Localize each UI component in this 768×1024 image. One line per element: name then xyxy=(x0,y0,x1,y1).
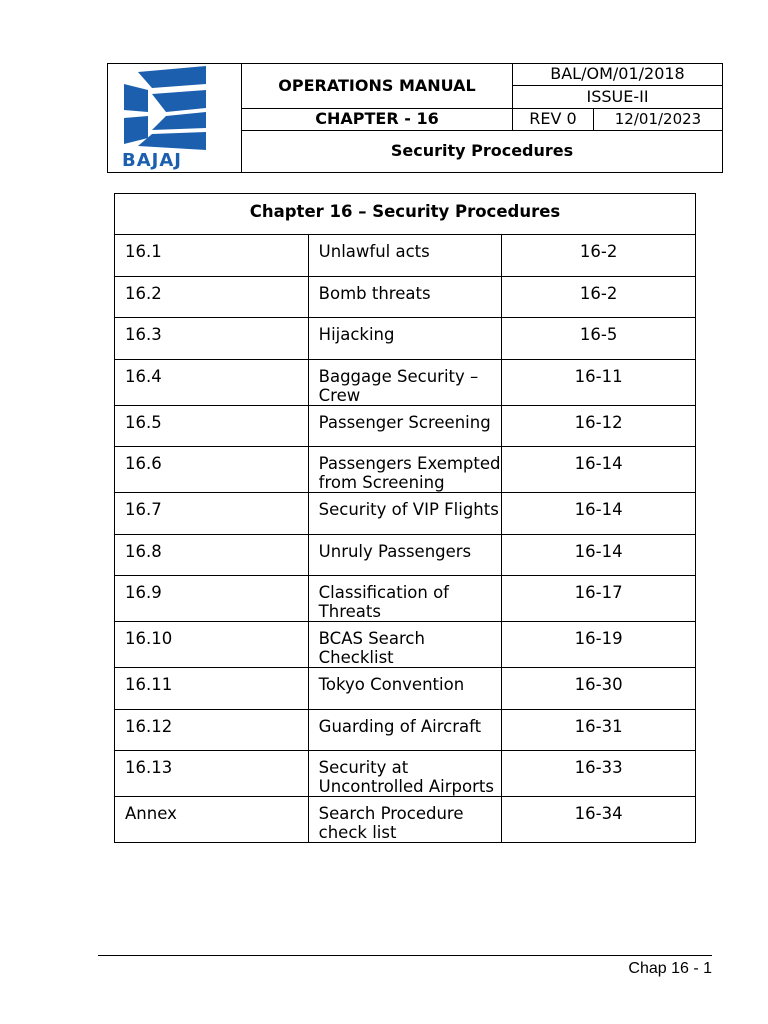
toc-row xyxy=(115,405,696,447)
toc-page-number: 16-17 xyxy=(502,576,696,622)
toc-section-number: 16.10 xyxy=(115,622,309,668)
toc-section-number: 16.11 xyxy=(115,668,309,710)
toc-section-title: Guarding of Aircraft xyxy=(308,709,502,751)
doc-code: BAL/OM/01/2018 xyxy=(550,64,685,83)
bajaj-logo xyxy=(108,64,241,172)
toc-row xyxy=(115,709,696,751)
toc-section-title: Security at Uncontrolled Airports xyxy=(308,751,502,797)
toc-section-title: Hijacking xyxy=(308,318,502,360)
toc-section-number: 16.12 xyxy=(115,709,309,751)
toc-page-number: 16-30 xyxy=(502,668,696,710)
toc-page-number: 16-2 xyxy=(502,276,696,318)
toc-section-number: 16.3 xyxy=(115,318,309,360)
toc-section-number: 16.5 xyxy=(115,405,309,447)
toc-row xyxy=(115,318,696,360)
toc-section-title: Bomb threats xyxy=(308,276,502,318)
toc-row xyxy=(115,797,696,843)
toc-page-number: 16-14 xyxy=(502,534,696,576)
toc-page-number: 16-2 xyxy=(502,235,696,277)
toc-section-title: Unruly Passengers xyxy=(308,534,502,576)
toc-section-title: Search Procedure check list xyxy=(308,797,502,843)
toc-section-number: 16.9 xyxy=(115,576,309,622)
toc-row xyxy=(115,235,696,277)
toc-row xyxy=(115,447,696,493)
toc-section-number: 16.6 xyxy=(115,447,309,493)
toc-section-number: 16.4 xyxy=(115,359,309,405)
toc-section-number: Annex xyxy=(115,797,309,843)
toc-row xyxy=(115,534,696,576)
toc-title: Chapter 16 – Security Procedures xyxy=(115,194,696,235)
toc-section-number: 16.7 xyxy=(115,493,309,535)
subject-title: Security Procedures xyxy=(390,141,574,160)
issue-number: ISSUE-II xyxy=(586,87,649,106)
toc-table xyxy=(114,193,696,843)
toc-page-number: 16-14 xyxy=(502,493,696,535)
toc-row xyxy=(115,751,696,797)
toc-page-number: 16-33 xyxy=(502,751,696,797)
toc-page-number: 16-12 xyxy=(502,405,696,447)
toc-section-title: Classification of Threats xyxy=(308,576,502,622)
toc-section-title: BCAS Search Checklist xyxy=(308,622,502,668)
toc-row xyxy=(115,668,696,710)
toc-page-number: 16-19 xyxy=(502,622,696,668)
logo-wordmark: BAJAJ xyxy=(122,150,182,171)
toc-section-title: Tokyo Convention xyxy=(308,668,502,710)
toc-page-number: 16-5 xyxy=(502,318,696,360)
toc-section-number: 16.1 xyxy=(115,235,309,277)
toc-section-title: Passengers Exempted from Screening xyxy=(308,447,502,493)
toc-row xyxy=(115,276,696,318)
toc-page-number: 16-34 xyxy=(502,797,696,843)
chapter-label: CHAPTER - 16 xyxy=(315,109,439,128)
toc-row xyxy=(115,576,696,622)
revision-date: 12/01/2023 xyxy=(614,110,702,128)
toc-row xyxy=(115,359,696,405)
toc-page-number: 16-14 xyxy=(502,447,696,493)
toc-section-title: Unlawful acts xyxy=(308,235,502,277)
toc-section-title: Baggage Security – Crew xyxy=(308,359,502,405)
toc-section-title: Security of VIP Flights xyxy=(308,493,502,535)
toc-page-number: 16-31 xyxy=(502,709,696,751)
toc-section-title: Passenger Screening xyxy=(308,405,502,447)
page-number: Chap 16 - 1 xyxy=(628,960,712,977)
toc-page-number: 16-11 xyxy=(502,359,696,405)
toc-section-number: 16.13 xyxy=(115,751,309,797)
toc-section-number: 16.2 xyxy=(115,276,309,318)
toc-section-number: 16.8 xyxy=(115,534,309,576)
toc-row xyxy=(115,493,696,535)
revision-number: REV 0 xyxy=(529,109,577,128)
toc-row xyxy=(115,622,696,668)
manual-title: OPERATIONS MANUAL xyxy=(278,76,476,95)
footer-divider xyxy=(98,955,712,956)
